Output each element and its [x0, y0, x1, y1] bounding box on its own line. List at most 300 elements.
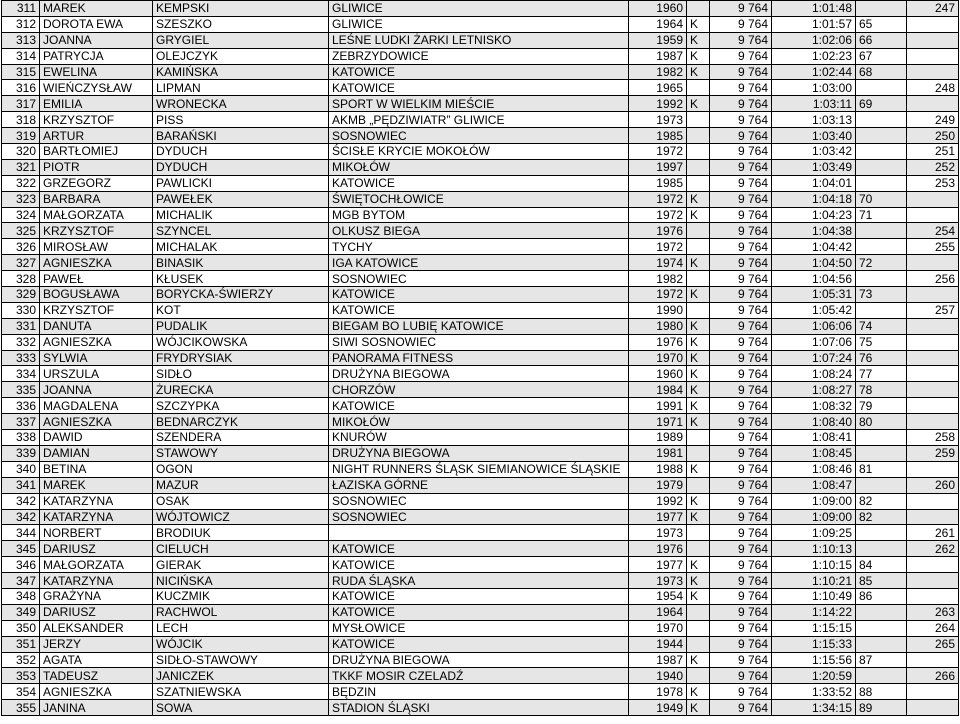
table-row [2, 588, 959, 604]
club-cell: STADION ŚLĄSKI [329, 700, 629, 716]
table-row [2, 159, 959, 175]
distance-cell: 9 764 [710, 445, 772, 461]
table-row [2, 573, 959, 589]
club-cell: BĘDZIN [329, 684, 629, 700]
men-place-cell: 250 [907, 128, 959, 144]
sex-cell: K [687, 287, 710, 303]
birth-year-cell: 1974 [629, 255, 687, 271]
club-cell: SOSNOWIEC [329, 128, 629, 144]
men-place-cell: 265 [907, 636, 959, 652]
club-cell: SIWI SOSNOWIEC [329, 334, 629, 350]
first-name-cell: BOGUSŁAWA [40, 287, 153, 303]
place-cell: 342 [2, 509, 40, 525]
club-cell: SOSNOWIEC [329, 493, 629, 509]
women-place-cell [856, 159, 907, 175]
sex-cell: K [687, 398, 710, 414]
place-cell: 342 [2, 493, 40, 509]
birth-year-cell: 1972 [629, 207, 687, 223]
first-name-cell: KRZYSZTOF [40, 112, 153, 128]
time-cell: 1:15:33 [772, 636, 856, 652]
men-place-cell [907, 334, 959, 350]
time-cell: 1:02:23 [772, 48, 856, 64]
women-place-cell: 88 [856, 684, 907, 700]
birth-year-cell: 1970 [629, 620, 687, 636]
women-place-cell: 82 [856, 493, 907, 509]
distance-cell: 9 764 [710, 493, 772, 509]
women-place-cell: 80 [856, 414, 907, 430]
women-place-cell [856, 636, 907, 652]
distance-cell: 9 764 [710, 271, 772, 287]
men-place-cell [907, 48, 959, 64]
first-name-cell: BETINA [40, 461, 153, 477]
distance-cell: 9 764 [710, 191, 772, 207]
club-cell: KATOWICE [329, 175, 629, 191]
table-row [2, 175, 959, 191]
place-cell: 318 [2, 112, 40, 128]
last-name-cell: PISS [153, 112, 329, 128]
club-cell: RUDA ŚLĄSKA [329, 573, 629, 589]
time-cell: 1:08:46 [772, 461, 856, 477]
men-place-cell: 253 [907, 175, 959, 191]
first-name-cell: ALEKSANDER [40, 620, 153, 636]
women-place-cell: 86 [856, 588, 907, 604]
women-place-cell: 87 [856, 652, 907, 668]
time-cell: 1:03:11 [772, 96, 856, 112]
men-place-cell: 257 [907, 302, 959, 318]
sex-cell: K [687, 382, 710, 398]
birth-year-cell: 1980 [629, 318, 687, 334]
birth-year-cell: 1944 [629, 636, 687, 652]
first-name-cell: BARTŁOMIEJ [40, 144, 153, 160]
distance-cell: 9 764 [710, 461, 772, 477]
men-place-cell [907, 509, 959, 525]
time-cell: 1:10:13 [772, 541, 856, 557]
men-place-cell [907, 588, 959, 604]
place-cell: 348 [2, 588, 40, 604]
club-cell: LEŚNE LUDKI ŻARKI LETNISKO [329, 32, 629, 48]
birth-year-cell: 1972 [629, 191, 687, 207]
place-cell: 312 [2, 16, 40, 32]
sex-cell: K [687, 350, 710, 366]
men-place-cell [907, 684, 959, 700]
sex-cell: K [687, 573, 710, 589]
place-cell: 325 [2, 223, 40, 239]
birth-year-cell: 1973 [629, 112, 687, 128]
last-name-cell: GIERAK [153, 557, 329, 573]
time-cell: 1:04:01 [772, 175, 856, 191]
distance-cell: 9 764 [710, 382, 772, 398]
birth-year-cell: 1959 [629, 32, 687, 48]
women-place-cell [856, 271, 907, 287]
women-place-cell [856, 668, 907, 684]
women-place-cell: 84 [856, 557, 907, 573]
women-place-cell [856, 620, 907, 636]
time-cell: 1:10:15 [772, 557, 856, 573]
sex-cell [687, 175, 710, 191]
men-place-cell: 252 [907, 159, 959, 175]
men-place-cell: 259 [907, 445, 959, 461]
place-cell: 314 [2, 48, 40, 64]
distance-cell: 9 764 [710, 414, 772, 430]
men-place-cell: 255 [907, 239, 959, 255]
women-place-cell [856, 175, 907, 191]
women-place-cell: 79 [856, 398, 907, 414]
first-name-cell: KATARZYNA [40, 509, 153, 525]
birth-year-cell: 1988 [629, 461, 687, 477]
sex-cell: K [687, 588, 710, 604]
table-row [2, 80, 959, 96]
place-cell: 333 [2, 350, 40, 366]
club-cell: KATOWICE [329, 604, 629, 620]
place-cell: 338 [2, 430, 40, 446]
table-row [2, 684, 959, 700]
birth-year-cell: 1982 [629, 271, 687, 287]
men-place-cell: 261 [907, 525, 959, 541]
time-cell: 1:02:06 [772, 32, 856, 48]
distance-cell: 9 764 [710, 668, 772, 684]
women-place-cell [856, 239, 907, 255]
women-place-cell [856, 80, 907, 96]
club-cell: MYSŁOWICE [329, 620, 629, 636]
time-cell: 1:04:42 [772, 239, 856, 255]
club-cell: ŁAZISKA GÓRNE [329, 477, 629, 493]
distance-cell: 9 764 [710, 287, 772, 303]
birth-year-cell: 1972 [629, 239, 687, 255]
table-row [2, 255, 959, 271]
place-cell: 354 [2, 684, 40, 700]
distance-cell: 9 764 [710, 48, 772, 64]
time-cell: 1:08:45 [772, 445, 856, 461]
men-place-cell: 266 [907, 668, 959, 684]
first-name-cell: DOROTA EWA [40, 16, 153, 32]
first-name-cell: EMILIA [40, 96, 153, 112]
club-cell: KATOWICE [329, 302, 629, 318]
birth-year-cell: 1960 [629, 366, 687, 382]
table-row [2, 445, 959, 461]
first-name-cell: DAMIAN [40, 445, 153, 461]
time-cell: 1:09:00 [772, 493, 856, 509]
time-cell: 1:20:59 [772, 668, 856, 684]
women-place-cell: 77 [856, 366, 907, 382]
sex-cell [687, 144, 710, 160]
first-name-cell: ARTUR [40, 128, 153, 144]
time-cell: 1:08:27 [772, 382, 856, 398]
place-cell: 353 [2, 668, 40, 684]
first-name-cell: KATARZYNA [40, 573, 153, 589]
place-cell: 324 [2, 207, 40, 223]
birth-year-cell: 1987 [629, 652, 687, 668]
men-place-cell: 256 [907, 271, 959, 287]
place-cell: 347 [2, 573, 40, 589]
place-cell: 346 [2, 557, 40, 573]
sex-cell: K [687, 461, 710, 477]
distance-cell: 9 764 [710, 398, 772, 414]
club-cell [329, 525, 629, 541]
first-name-cell: AGNIESZKA [40, 334, 153, 350]
time-cell: 1:15:15 [772, 620, 856, 636]
men-place-cell [907, 461, 959, 477]
table-row [2, 366, 959, 382]
birth-year-cell: 1964 [629, 16, 687, 32]
sex-cell [687, 239, 710, 255]
first-name-cell: MIROSŁAW [40, 239, 153, 255]
distance-cell: 9 764 [710, 636, 772, 652]
sex-cell: K [687, 334, 710, 350]
place-cell: 329 [2, 287, 40, 303]
last-name-cell: GRYGIEL [153, 32, 329, 48]
sex-cell: K [687, 652, 710, 668]
first-name-cell: NORBERT [40, 525, 153, 541]
club-cell: CHORZÓW [329, 382, 629, 398]
last-name-cell: NICIŃSKA [153, 573, 329, 589]
first-name-cell: KRZYSZTOF [40, 223, 153, 239]
table-row [2, 398, 959, 414]
men-place-cell [907, 32, 959, 48]
sex-cell [687, 620, 710, 636]
birth-year-cell: 1970 [629, 350, 687, 366]
sex-cell: K [687, 255, 710, 271]
club-cell: DRUŻYNA BIEGOWA [329, 652, 629, 668]
women-place-cell: 75 [856, 334, 907, 350]
women-place-cell: 85 [856, 573, 907, 589]
table-row [2, 287, 959, 303]
birth-year-cell: 1992 [629, 493, 687, 509]
time-cell: 1:04:23 [772, 207, 856, 223]
time-cell: 1:03:40 [772, 128, 856, 144]
last-name-cell: MAZUR [153, 477, 329, 493]
first-name-cell: PATRYCJA [40, 48, 153, 64]
sex-cell [687, 668, 710, 684]
birth-year-cell: 1982 [629, 64, 687, 80]
table-row [2, 668, 959, 684]
place-cell: 352 [2, 652, 40, 668]
time-cell: 1:09:00 [772, 509, 856, 525]
last-name-cell: PUDALIK [153, 318, 329, 334]
birth-year-cell: 1987 [629, 48, 687, 64]
distance-cell: 9 764 [710, 318, 772, 334]
men-place-cell [907, 652, 959, 668]
women-place-cell: 72 [856, 255, 907, 271]
distance-cell: 9 764 [710, 128, 772, 144]
men-place-cell [907, 287, 959, 303]
first-name-cell: WIEŃCZYSŁAW [40, 80, 153, 96]
first-name-cell: AGNIESZKA [40, 414, 153, 430]
table-row [2, 700, 959, 716]
last-name-cell: WRONECKA [153, 96, 329, 112]
distance-cell: 9 764 [710, 366, 772, 382]
last-name-cell: SIDŁO-STAWOWY [153, 652, 329, 668]
first-name-cell: JOANNA [40, 382, 153, 398]
last-name-cell: ŻURECKA [153, 382, 329, 398]
women-place-cell: 82 [856, 509, 907, 525]
table-row [2, 318, 959, 334]
first-name-cell: JOANNA [40, 32, 153, 48]
club-cell: KATOWICE [329, 398, 629, 414]
last-name-cell: WÓJTOWICZ [153, 509, 329, 525]
place-cell: 344 [2, 525, 40, 541]
time-cell: 1:15:56 [772, 652, 856, 668]
last-name-cell: SZCZYPKA [153, 398, 329, 414]
last-name-cell: SZYNCEL [153, 223, 329, 239]
club-cell: BIEGAM BO LUBIĘ KATOWICE [329, 318, 629, 334]
women-place-cell [856, 541, 907, 557]
men-place-cell [907, 255, 959, 271]
place-cell: 350 [2, 620, 40, 636]
distance-cell: 9 764 [710, 430, 772, 446]
sex-cell [687, 445, 710, 461]
birth-year-cell: 1997 [629, 159, 687, 175]
first-name-cell: AGNIESZKA [40, 255, 153, 271]
first-name-cell: KRZYSZTOF [40, 302, 153, 318]
distance-cell: 9 764 [710, 557, 772, 573]
birth-year-cell: 1991 [629, 398, 687, 414]
last-name-cell: MICHALIK [153, 207, 329, 223]
men-place-cell: 262 [907, 541, 959, 557]
sex-cell: K [687, 96, 710, 112]
women-place-cell: 76 [856, 350, 907, 366]
table-row [2, 461, 959, 477]
women-place-cell: 74 [856, 318, 907, 334]
birth-year-cell: 1977 [629, 557, 687, 573]
first-name-cell: MAGDALENA [40, 398, 153, 414]
club-cell: TYCHY [329, 239, 629, 255]
table-row [2, 541, 959, 557]
last-name-cell: OSAK [153, 493, 329, 509]
last-name-cell: LIPMAN [153, 80, 329, 96]
last-name-cell: SOWA [153, 700, 329, 716]
last-name-cell: WÓJCIK [153, 636, 329, 652]
men-place-cell [907, 64, 959, 80]
place-cell: 321 [2, 159, 40, 175]
sex-cell: K [687, 684, 710, 700]
time-cell: 1:14:22 [772, 604, 856, 620]
sex-cell: K [687, 207, 710, 223]
last-name-cell: JANICZEK [153, 668, 329, 684]
men-place-cell [907, 207, 959, 223]
time-cell: 1:08:47 [772, 477, 856, 493]
club-cell: KATOWICE [329, 588, 629, 604]
men-place-cell: 258 [907, 430, 959, 446]
time-cell: 1:03:13 [772, 112, 856, 128]
men-place-cell [907, 700, 959, 716]
table-row [2, 239, 959, 255]
women-place-cell: 71 [856, 207, 907, 223]
time-cell: 1:01:57 [772, 16, 856, 32]
place-cell: 339 [2, 445, 40, 461]
sex-cell [687, 302, 710, 318]
distance-cell: 9 764 [710, 302, 772, 318]
sex-cell: K [687, 493, 710, 509]
place-cell: 313 [2, 32, 40, 48]
club-cell: SPORT W WIELKIM MIEŚCIE [329, 96, 629, 112]
women-place-cell [856, 604, 907, 620]
distance-cell: 9 764 [710, 207, 772, 223]
club-cell: DRUŻYNA BIEGOWA [329, 366, 629, 382]
men-place-cell: 247 [907, 1, 959, 17]
last-name-cell: DYDUCH [153, 144, 329, 160]
time-cell: 1:10:21 [772, 573, 856, 589]
men-place-cell: 254 [907, 223, 959, 239]
table-row [2, 207, 959, 223]
men-place-cell [907, 414, 959, 430]
time-cell: 1:02:44 [772, 64, 856, 80]
first-name-cell: DARIUSZ [40, 541, 153, 557]
table-row [2, 525, 959, 541]
first-name-cell: URSZULA [40, 366, 153, 382]
club-cell: SOSNOWIEC [329, 509, 629, 525]
first-name-cell: SYLWIA [40, 350, 153, 366]
birth-year-cell: 1978 [629, 684, 687, 700]
place-cell: 315 [2, 64, 40, 80]
first-name-cell: PIOTR [40, 159, 153, 175]
time-cell: 1:04:18 [772, 191, 856, 207]
time-cell: 1:05:31 [772, 287, 856, 303]
first-name-cell: TADEUSZ [40, 668, 153, 684]
women-place-cell: 89 [856, 700, 907, 716]
table-row [2, 604, 959, 620]
place-cell: 340 [2, 461, 40, 477]
place-cell: 331 [2, 318, 40, 334]
women-place-cell: 66 [856, 32, 907, 48]
men-place-cell: 248 [907, 80, 959, 96]
place-cell: 311 [2, 1, 40, 17]
birth-year-cell: 1965 [629, 80, 687, 96]
men-place-cell: 251 [907, 144, 959, 160]
men-place-cell [907, 191, 959, 207]
table-row [2, 652, 959, 668]
table-row [2, 350, 959, 366]
club-cell: OLKUSZ BIEGA [329, 223, 629, 239]
club-cell: KATOWICE [329, 541, 629, 557]
birth-year-cell: 1940 [629, 668, 687, 684]
sex-cell: K [687, 509, 710, 525]
last-name-cell: KUCZMIK [153, 588, 329, 604]
club-cell: KATOWICE [329, 287, 629, 303]
last-name-cell: OGON [153, 461, 329, 477]
distance-cell: 9 764 [710, 604, 772, 620]
sex-cell [687, 541, 710, 557]
club-cell: KNURÓW [329, 430, 629, 446]
club-cell: MGB BYTOM [329, 207, 629, 223]
last-name-cell: BORYCKA-ŚWIERZY [153, 287, 329, 303]
men-place-cell: 263 [907, 604, 959, 620]
sex-cell [687, 80, 710, 96]
time-cell: 1:04:56 [772, 271, 856, 287]
table-row [2, 414, 959, 430]
club-cell: MIKOŁÓW [329, 414, 629, 430]
last-name-cell: MICHALAK [153, 239, 329, 255]
last-name-cell: PAWEŁEK [153, 191, 329, 207]
table-row [2, 191, 959, 207]
last-name-cell: SIDŁO [153, 366, 329, 382]
women-place-cell [856, 525, 907, 541]
last-name-cell: KŁUSEK [153, 271, 329, 287]
first-name-cell: BARBARA [40, 191, 153, 207]
distance-cell: 9 764 [710, 159, 772, 175]
table-row [2, 32, 959, 48]
men-place-cell: 260 [907, 477, 959, 493]
sex-cell [687, 112, 710, 128]
birth-year-cell: 1990 [629, 302, 687, 318]
sex-cell [687, 1, 710, 17]
distance-cell: 9 764 [710, 64, 772, 80]
men-place-cell [907, 573, 959, 589]
first-name-cell: KATARZYNA [40, 493, 153, 509]
place-cell: 351 [2, 636, 40, 652]
place-cell: 332 [2, 334, 40, 350]
place-cell: 336 [2, 398, 40, 414]
last-name-cell: WÓJCIKOWSKA [153, 334, 329, 350]
